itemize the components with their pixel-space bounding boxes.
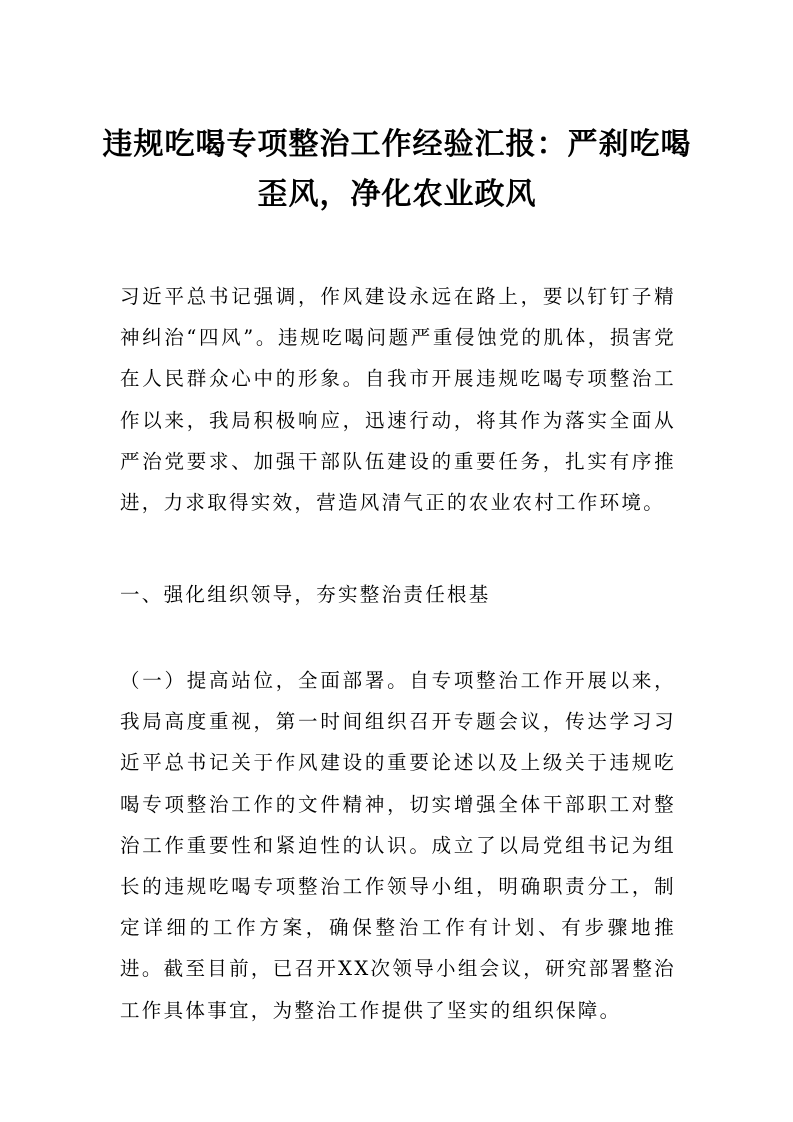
section-heading: 一、强化组织领导，夯实整治责任根基 [120,583,491,606]
body-paragraph: （一）提高站位，全面部署。自专项整治工作开展以来，我局高度重视，第一时间组织召开专题会议，传达学习习近平总书记关于作风建设的重要论述以及上级关于违规吃喝专项整治工作的文件精神，切实增强全体干部职工对整治工作重要性和紧迫性的认识。成立了以局党组书记为组长的违规吃喝专项整治工作领导小组，明确职责分工，制定详细的工作方案，确保整治工作有计划、有步骤地推进。截至目前，已召开XX次领导小组会议，研究部署整治工作具体事宜，为整治工作提供了坚实的组织保障。 [120,669,676,1022]
title-line-2: 歪风，净化农业政风 [257,177,537,212]
document-title [100,120,694,220]
intro-paragraph: 习近平总书记强调，作风建设永远在路上，要以钉钉子精神纠治“四风”。违规吃喝问题严重侵蚀党的肌体，损害党在人民群众心中的形象。自我市开展违规吃喝专项整治工作以来，我局积极响应，迅速行动，将其作为落实全面从严治党要求、加强干部队伍建设的重要任务，扎实有序推进，力求取得实效，营造风清气正的农业农村工作环境。 [120,285,676,515]
title-line-1: 违规吃喝专项整治工作经验汇报：严刹吃喝 [102,127,692,162]
